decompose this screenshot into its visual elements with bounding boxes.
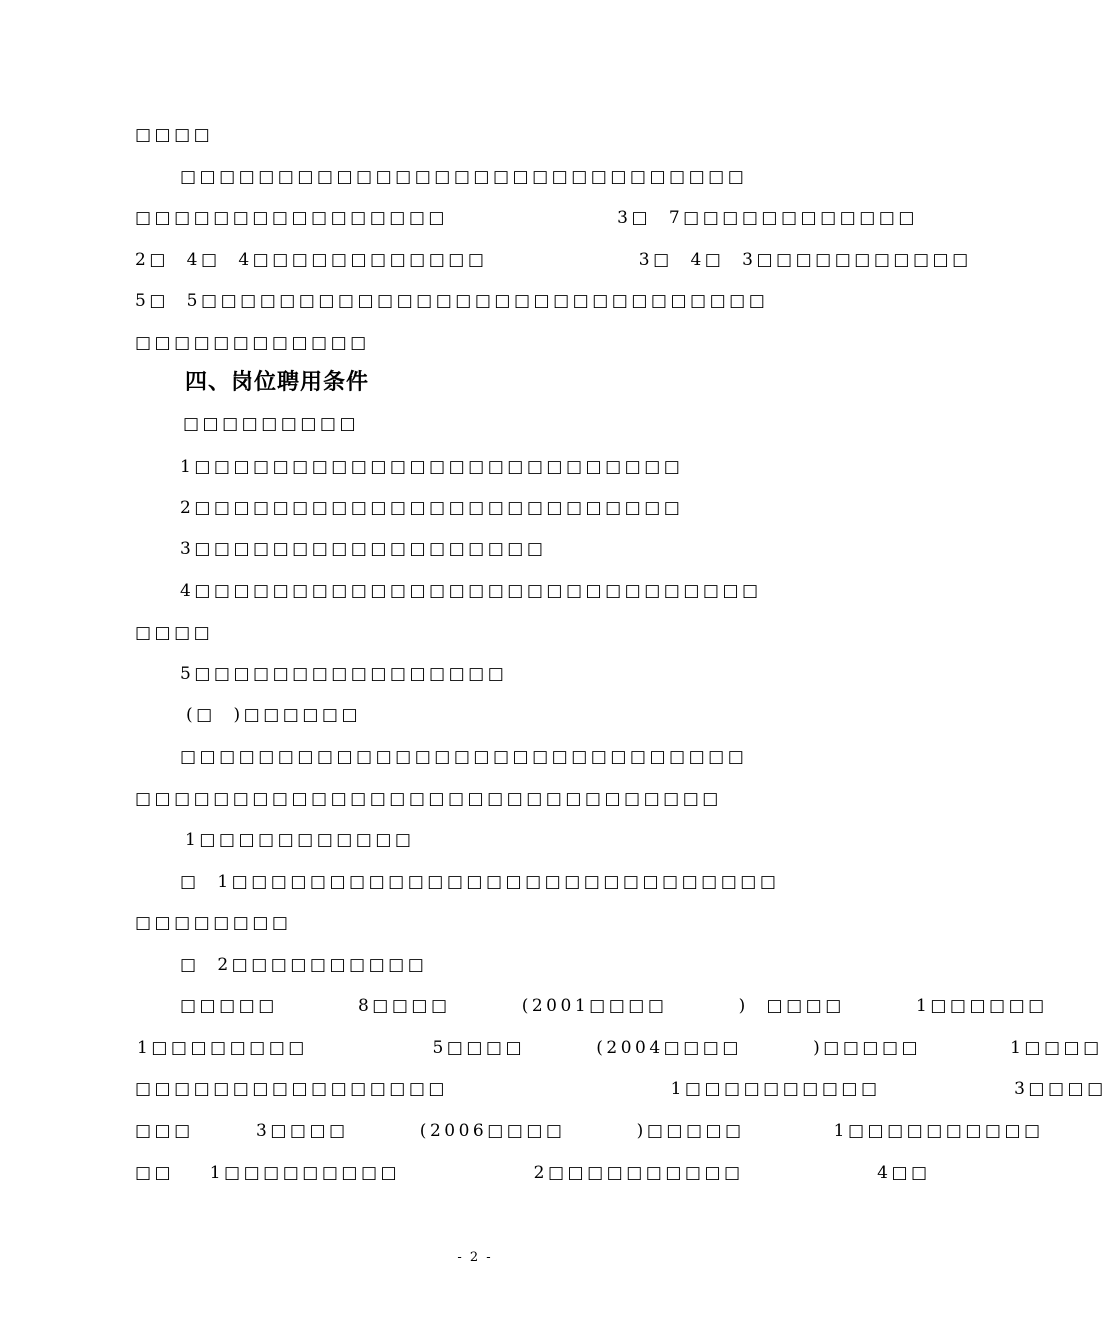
text-line-18: □ 1□□□□□□□□□□□□□□□□□□□□□□□□□□□□ xyxy=(180,872,780,892)
text-line-5: 5□ 5□□□□□□□□□□□□□□□□□□□□□□□□□□□□□ xyxy=(135,291,769,311)
text-line-11: 4□□□□□□□□□□□□□□□□□□□□□□□□□□□□□ xyxy=(180,581,762,601)
text-line-12: □□□□ xyxy=(135,623,214,643)
text-line-10: 3□□□□□□□□□□□□□□□□□□ xyxy=(180,539,547,559)
text-line-23: □□□□□□□□□□□□□□□□ 1□□□□□□□□□□ 3□□□□ xyxy=(135,1079,1107,1099)
text-line-15: □□□□□□□□□□□□□□□□□□□□□□□□□□□□□ xyxy=(180,747,748,767)
text-line-2: □□□□□□□□□□□□□□□□□□□□□□□□□□□□□ xyxy=(180,167,748,187)
text-line-20: □ 2□□□□□□□□□□ xyxy=(180,955,428,975)
text-line-25: □□ 1□□□□□□□□□ 2□□□□□□□□□□ 4□□ xyxy=(135,1163,931,1183)
text-line-24: □□□ 3□□□□ (2006□□□□ )□□□□□ 1□□□□□□□□□□ xyxy=(135,1121,1044,1141)
text-line-6: □□□□□□□□□□□□ xyxy=(135,333,370,353)
text-line-14: (□ )□□□□□□ xyxy=(186,705,362,725)
text-line-9: 2□□□□□□□□□□□□□□□□□□□□□□□□□ xyxy=(180,498,684,518)
text-line-8: 1□□□□□□□□□□□□□□□□□□□□□□□□□ xyxy=(180,457,684,477)
text-line-16: □□□□□□□□□□□□□□□□□□□□□□□□□□□□□□ xyxy=(135,789,722,809)
text-line-21: □□□□□ 8□□□□ (2001□□□□ ) □□□□ 1□□□□□□ xyxy=(180,996,1048,1016)
text-line-1: □□□□ xyxy=(135,125,214,145)
page-number: - 2 - xyxy=(457,1250,493,1265)
text-line-13: 5□□□□□□□□□□□□□□□□ xyxy=(180,664,508,684)
section-heading: 四、岗位聘用条件 xyxy=(185,370,370,395)
text-line-3: □□□□□□□□□□□□□□□□ 3□ 7□□□□□□□□□□□□ xyxy=(135,208,918,228)
text-line-19: □□□□□□□□ xyxy=(135,913,292,933)
text-line-4: 2□ 4□ 4□□□□□□□□□□□□ 3□ 4□ 3□□□□□□□□□□□ xyxy=(135,250,972,270)
text-line-7: □□□□□□□□□ xyxy=(183,414,360,434)
text-line-17: 1□□□□□□□□□□□ xyxy=(185,830,415,850)
text-line-22: 1□□□□□□□□ 5□□□□ (2004□□□□ )□□□□□ 1□□□□ xyxy=(137,1038,1103,1058)
